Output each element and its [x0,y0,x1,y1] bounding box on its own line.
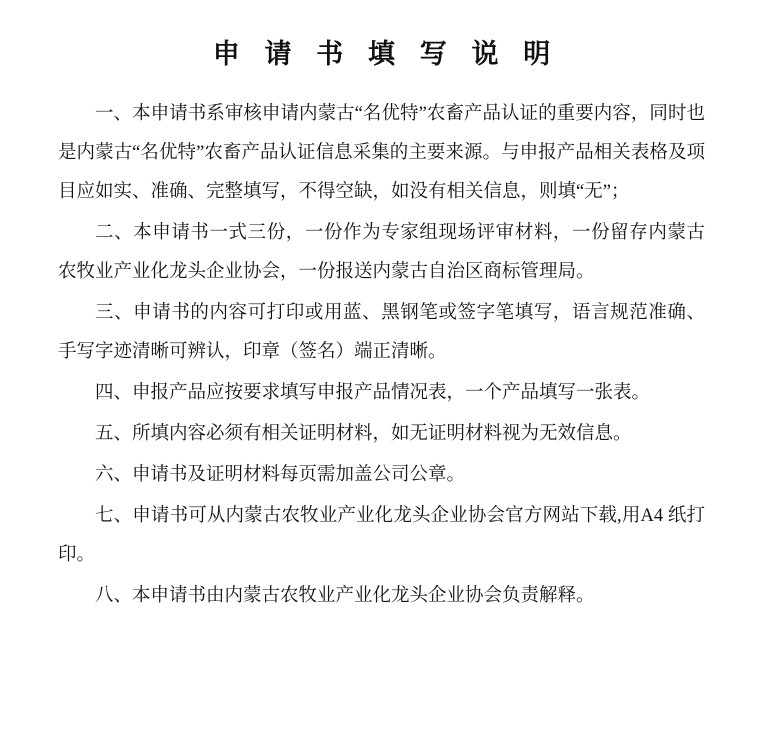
page-title: 申 请 书 填 写 说 明 [212,39,560,69]
paragraph-item-1: 一、本申请书系审核申请内蒙古“名优特”农畜产品认证的重要内容，同时也是内蒙古“名优特”农畜产品认证信息采集的主要来源。与申报产品相关表格及项目应如实、准确、完整填写，不得空缺，如没有相关信息，则填“无”； [58,104,705,202]
document-body [58,95,705,616]
paragraph-item-5: 五、所填内容必须有相关证明材料，如无证明材料视为无效信息。 [95,424,632,444]
paragraph-item-6: 六、申请书及证明材料每页需加盖公司公章。 [95,465,466,485]
paragraph-item-8: 八、本申请书由内蒙古农牧业产业化龙头企业协会负责解释。 [95,586,595,606]
paragraph-item-2: 二、本申请书一式三份，一份作为专家组现场评审材料，一份留存内蒙古农牧业产业化龙头企业协会，一份报送内蒙古自治区商标管理局。 [58,223,705,282]
paragraph-item-7: 七、申请书可从内蒙古农牧业产业化龙头企业协会官方网站下载,用A4 纸打印。 [58,506,705,565]
paragraph-item-4: 四、申报产品应按要求填写申报产品情况表，一个产品填写一张表。 [95,383,651,403]
paragraph-item-3: 三、申请书的内容可打印或用蓝、黑钢笔或签字笔填写，语言规范准确、手写字迹清晰可辨认，印章（签名）端正清晰。 [58,303,705,362]
